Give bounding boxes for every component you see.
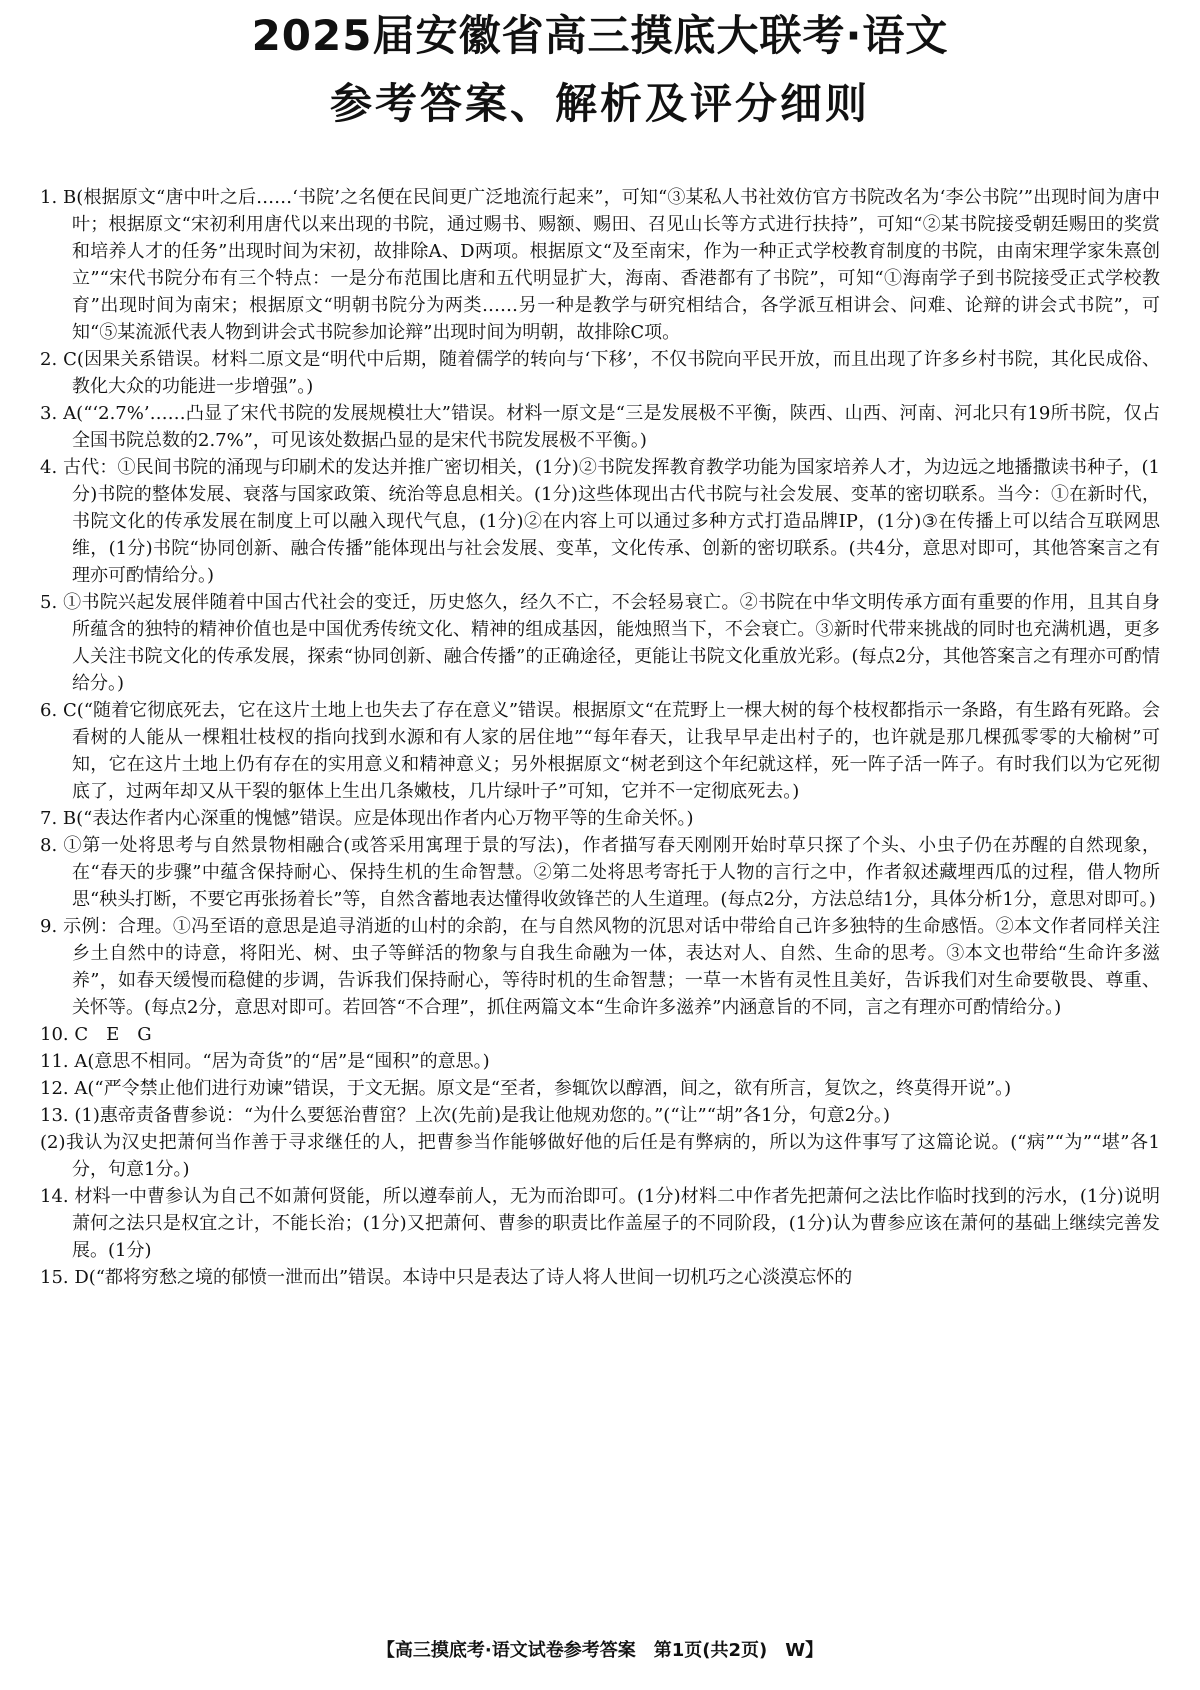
answer-item-1: 1. B(根据原文“唐中叶之后……‘书院’之名便在民间更广泛地流行起来”，可知“③某私人书社效仿官方书院改名为‘李公书院’”出现时间为唐中叶；根据原文“宋初利用唐代以来出现的书院，通过赐书、赐额、赐田、召见山长等方式进行扶持”，可知“②某书院接受朝廷赐田的奖赏和培养人才的任务”出现时间为宋初，故排除A、D两项。根据原文“及至南宋，作为一种正式学校教育制度的书院，由南宋理学家朱熹创立”“宋代书院分布有三个特点：一是分布范围比唐和五代明显扩大，海南、香港都有了书院”，可知“①海南学子到书院接受正式学校教育”出现时间为南宋；根据原文“明朝书院分为两类……另一种是教学与研究相结合，各学派互相讲会、问难、论辩的讲会式书院”，可知“⑤某流派代表人物到讲会式书院参加论辩”出现时间为明朝，故排除C项。 (40, 187, 1160, 343)
answer-item-10: 10. C E G (40, 1024, 152, 1045)
answer-item-15: 15. D(“都将穷愁之境的郁愤一泄而出”错误。本诗中只是表达了诗人将人世间一切机巧之心淡漠忘怀的 (40, 1267, 853, 1288)
answer-item-13-part2: (2)我认为汉史把萧何当作善于寻求继任的人，把曹参当作能够做好他的后任是有弊病的，所以为这件事写了这篇论说。(“病”“为”“堪”各1分，句意1分。) (40, 1132, 1160, 1180)
answer-item-12: 12. A(“严令禁止他们进行劝谏”错误，于文无据。原文是“至者，参辄饮以醇酒，间之，欲有所言，复饮之，终莫得开说”。) (40, 1078, 1012, 1099)
answer-item-13-part1: 13. (1)惠帝责备曹参说：“为什么要惩治曹窋？上次(先前)是我让他规劝您的。”(“让”“胡”各1分，句意2分。) (40, 1105, 891, 1126)
answer-item-7: 7. B(“表达作者内心深重的愧憾”错误。应是体现出作者内心万物平等的生命关怀。) (40, 808, 694, 829)
answer-item-2: 2. C(因果关系错误。材料二原文是“明代中后期，随着儒学的转向与‘下移’，不仅书院向平民开放，而且出现了许多乡村书院，其化民成俗、教化大众的功能进一步增强”。) (40, 349, 1160, 397)
answer-item-5: 5. ①书院兴起发展伴随着中国古代社会的变迁，历史悠久，经久不亡，不会轻易衰亡。②书院在中华文明传承方面有重要的作用，且其自身所蕴含的独特的精神价值也是中国优秀传统文化、精神的组成基因，能烛照当下，不会衰亡。③新时代带来挑战的同时也充满机遇，更多人关注书院文化的传承发展，探索“协同创新、融合传播”的正确途径，更能让书院文化重放光彩。(每点2分，其他答案言之有理亦可酌情给分。) (40, 592, 1160, 694)
answer-item-11: 11. A(意思不相同。“居为奇货”的“居”是“囤积”的意思。) (40, 1051, 490, 1072)
page-footer: 【高三摸底考·语文试卷参考答案 第1页(共2页) W】 (376, 1640, 824, 1661)
answer-item-3: 3. A(“‘2.7%’……凸显了宋代书院的发展规模壮大”错误。材料一原文是“三是发展极不平衡，陕西、山西、河南、河北只有19所书院，仅占全国书院总数的2.7%”，可见该处数据凸显的是宋代书院发展极不平衡。) (40, 403, 1160, 451)
answer-item-9: 9. 示例：合理。①冯至语的意思是追寻消逝的山村的余韵，在与自然风物的沉思对话中带给自己许多独特的生命感悟。②本文作者同样关注乡土自然中的诗意，将阳光、树、虫子等鲜活的物象与自我生命融为一体，表达对人、自然、生命的思考。③本文也带给“生命许多滋养”，如春天缓慢而稳健的步调，告诉我们保持耐心，等待时机的生命智慧；一草一木皆有灵性且美好，告诉我们对生命要敬畏、尊重、关怀等。(每点2分，意思对即可。若回答“不合理”，抓住两篇文本“生命许多滋养”内涵意旨的不同，言之有理亦可酌情给分。) (40, 916, 1160, 1018)
document-title: 2025届安徽省高三摸底大联考·语文 (251, 11, 949, 60)
answer-item-14: 14. 材料一中曹参认为自己不如萧何贤能，所以遵奉前人，无为而治即可。(1分)材料二中作者先把萧何之法比作临时找到的污水，(1分)说明萧何之法只是权宜之计，不能长治；(1分)又把萧何、曹参的职责比作盖屋子的不同阶段，(1分)认为曹参应该在萧何的基础上继续完善发展。(1分) (40, 1186, 1160, 1261)
answer-item-4: 4. 古代：①民间书院的涌现与印刷术的发达并推广密切相关，(1分)②书院发挥教育教学功能为国家培养人才，为边远之地播撒读书种子，(1分)书院的整体发展、衰落与国家政策、统治等息息相关。(1分)这些体现出古代书院与社会发展、变革的密切联系。当今：①在新时代，书院文化的传承发展在制度上可以融入现代气息，(1分)②在内容上可以通过多种方式打造品牌IP，(1分)③在传播上可以结合互联网思维，(1分)书院“协同创新、融合传播”能体现出与社会发展、变革，文化传承、创新的密切联系。(共4分，意思对即可，其他答案言之有理亦可酌情给分。) (40, 457, 1160, 586)
answer-item-8: 8. ①第一处将思考与自然景物相融合(或答采用寓理于景的写法)，作者描写春天刚刚开始时草只探了个头、小虫子仍在苏醒的自然现象，在“春天的步骤”中蕴含保持耐心、保持生机的生命智慧。②第二处将思考寄托于人物的言行之中，作者叙述藏埋西瓜的过程，借人物所思“秧头打断，不要它再张扬着长”等，自然含蓄地表达懂得收敛锋芒的人生道理。(每点2分，方法总结1分，具体分析1分，意思对即可。) (40, 835, 1160, 910)
answer-item-6: 6. C(“随着它彻底死去，它在这片土地上也失去了存在意义”错误。根据原文“在荒野上一棵大树的每个枝杈都指示一条路，有生路有死路。会看树的人能从一棵粗壮枝杈的指向找到水源和有人家的居住地”“每年春天，让我早早走出村子的，也许就是那几棵孤零零的大榆树”可知，它在这片土地上仍有存在的实用意义和精神意义；另外根据原文“树老到这个年纪就这样，死一阵子活一阵子。有时我们以为它死彻底了，过两年却又从干裂的躯体上生出几条嫩枝，几片绿叶子”可知，它并不一定彻底死去。) (40, 700, 1160, 802)
answer-list (40, 184, 1160, 1291)
document-subtitle: 参考答案、解析及评分细则 (329, 79, 870, 128)
